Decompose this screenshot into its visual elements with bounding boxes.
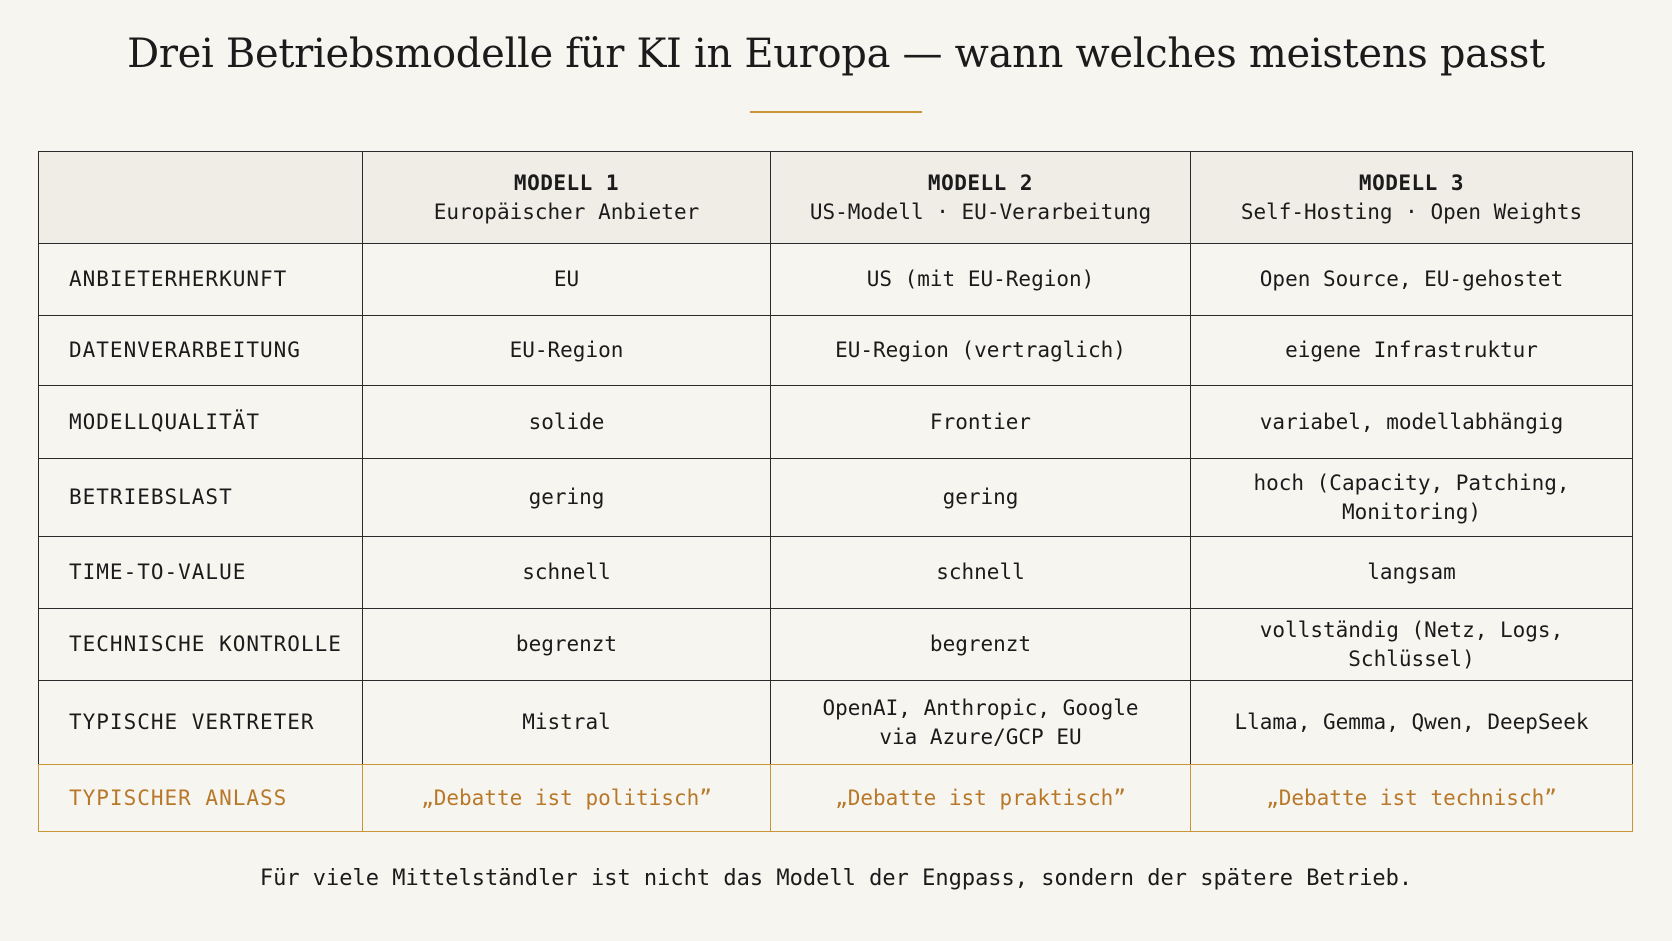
table-cell: Open Source, EU-gehostet [1191,244,1633,316]
page-title: Drei Betriebsmodelle für KI in Europa — wann welches meistens passt [127,31,1545,77]
table-cell: Mistral [363,681,771,765]
row-label: DATENVERARBEITUNG [39,316,363,386]
row-label: TIME-TO-VALUE [39,537,363,609]
row-label: ANBIETERHERKUNFT [39,244,363,316]
table-row [39,386,1633,459]
table-cell: hoch (Capacity, Patching, Monitoring) [1191,459,1633,537]
table-row [39,681,1633,765]
table-cell: vollständig (Netz, Logs, Schlüssel) [1191,609,1633,681]
header-model-1 [363,152,771,244]
table-cell: langsam [1191,537,1633,609]
header-model-3 [1191,152,1633,244]
table-row [39,537,1633,609]
table-cell: schnell [771,537,1191,609]
table-row [39,609,1633,681]
table-cell: EU-Region (vertraglich) [771,316,1191,386]
row-label: MODELLQUALITÄT [39,386,363,459]
row-label: TECHNISCHE KONTROLLE [39,609,363,681]
row-label: TYPISCHER ANLASS [39,765,363,832]
table-cell: „Debatte ist praktisch” [771,765,1191,832]
table-cell: begrenzt [771,609,1191,681]
table-header-row [39,152,1633,244]
table-cell: Llama, Gemma, Qwen, DeepSeek [1191,681,1633,765]
table-cell: schnell [363,537,771,609]
table-cell: US (mit EU-Region) [771,244,1191,316]
table-row [39,316,1633,386]
row-label: TYPISCHE VERTRETER [39,681,363,765]
header-model-3-label: MODELL 3 [1358,170,1465,195]
table-row [39,459,1633,537]
table-cell: EU-Region [363,316,771,386]
table-cell: gering [363,459,771,537]
table-cell: EU [363,244,771,316]
table-cell: solide [363,386,771,459]
row-label: BETRIEBSLAST [39,459,363,537]
table-cell: gering [771,459,1191,537]
header-model-1-label: MODELL 1 [513,170,620,195]
table-row-highlight [39,765,1633,832]
header-model-3-subtitle: Self-Hosting · Open Weights [1240,199,1583,224]
header-model-2 [771,152,1191,244]
header-corner-cell [39,152,363,244]
table-cell: „Debatte ist politisch” [363,765,771,832]
comparison-table [38,151,1633,832]
table-row [39,244,1633,316]
table-cell: OpenAI, Anthropic, Google via Azure/GCP EU [771,681,1191,765]
title-divider [750,111,922,113]
header-model-2-label: MODELL 2 [927,170,1034,195]
table-cell: „Debatte ist technisch” [1191,765,1633,832]
table-cell: begrenzt [363,609,771,681]
header-model-2-subtitle: US-Modell · EU-Verarbeitung [809,199,1152,224]
table-cell: Frontier [771,386,1191,459]
table-cell: eigene Infrastruktur [1191,316,1633,386]
table-cell: variabel, modellabhängig [1191,386,1633,459]
footnote: Für viele Mittelständler ist nicht das Modell der Engpass, sondern der spätere Betrieb. [259,866,1413,891]
header-model-1-subtitle: Europäischer Anbieter [433,199,700,224]
